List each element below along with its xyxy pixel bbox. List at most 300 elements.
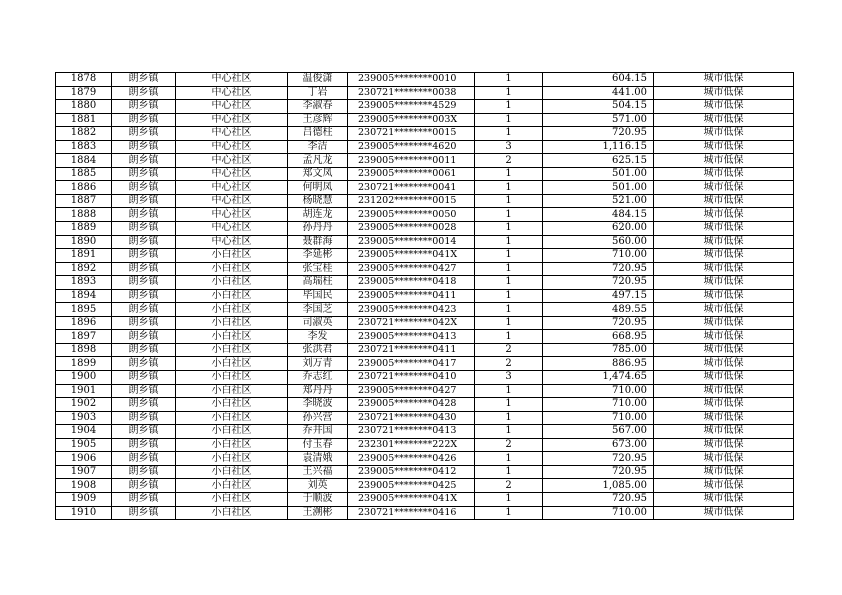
id-number-cell: 239005********0050 (348, 208, 475, 222)
town-cell: 朗乡镇 (112, 181, 176, 195)
town-cell: 朗乡镇 (112, 127, 176, 141)
town-cell: 朗乡镇 (112, 438, 176, 452)
assistance-type-cell: 城市低保 (654, 343, 794, 357)
table-row (56, 357, 794, 371)
assistance-type-cell: 城市低保 (654, 249, 794, 263)
id-number-cell: 239005********0028 (348, 222, 475, 236)
town-cell: 朗乡镇 (112, 208, 176, 222)
town-cell: 朗乡镇 (112, 86, 176, 100)
amount-cell: 604.15 (543, 73, 654, 87)
id-number-cell: 239005********0423 (348, 303, 475, 317)
table-row (56, 371, 794, 385)
town-cell: 朗乡镇 (112, 357, 176, 371)
id-number-cell: 239005********041X (348, 249, 475, 263)
assistance-type-cell: 城市低保 (654, 492, 794, 506)
name-cell: 李洁 (288, 140, 348, 154)
id-number-cell: 239005********4529 (348, 100, 475, 114)
table-row (56, 222, 794, 236)
assistance-type-cell: 城市低保 (654, 506, 794, 520)
amount-cell: 497.15 (543, 289, 654, 303)
table-row (56, 303, 794, 317)
assistance-type-cell: 城市低保 (654, 411, 794, 425)
amount-cell: 720.95 (543, 276, 654, 290)
amount-cell: 620.00 (543, 222, 654, 236)
id-number-cell: 239005********0061 (348, 167, 475, 181)
row-number-cell: 1895 (56, 303, 112, 317)
assistance-type-cell: 城市低保 (654, 452, 794, 466)
name-cell: 王彦辉 (288, 113, 348, 127)
row-number-cell: 1889 (56, 222, 112, 236)
table-row (56, 194, 794, 208)
community-cell: 中心社区 (176, 127, 288, 141)
id-number-cell: 239005********4620 (348, 140, 475, 154)
amount-cell: 1,116.15 (543, 140, 654, 154)
id-number-cell: 239005********0427 (348, 262, 475, 276)
name-cell: 郑文凤 (288, 167, 348, 181)
id-number-cell: 230721********0416 (348, 506, 475, 520)
id-number-cell: 239005********0010 (348, 73, 475, 87)
household-size-cell: 1 (475, 222, 543, 236)
amount-cell: 489.55 (543, 303, 654, 317)
amount-cell: 720.95 (543, 452, 654, 466)
town-cell: 朗乡镇 (112, 452, 176, 466)
household-size-cell: 1 (475, 492, 543, 506)
assistance-type-cell: 城市低保 (654, 194, 794, 208)
row-number-cell: 1878 (56, 73, 112, 87)
name-cell: 刘英 (288, 479, 348, 493)
community-cell: 小白社区 (176, 316, 288, 330)
community-cell: 小白社区 (176, 330, 288, 344)
row-number-cell: 1906 (56, 452, 112, 466)
household-size-cell: 1 (475, 113, 543, 127)
row-number-cell: 1887 (56, 194, 112, 208)
table-row (56, 452, 794, 466)
household-size-cell: 1 (475, 398, 543, 412)
town-cell: 朗乡镇 (112, 194, 176, 208)
amount-cell: 625.15 (543, 154, 654, 168)
town-cell: 朗乡镇 (112, 330, 176, 344)
row-number-cell: 1881 (56, 113, 112, 127)
assistance-type-cell: 城市低保 (654, 167, 794, 181)
name-cell: 乔井国 (288, 425, 348, 439)
household-size-cell: 1 (475, 425, 543, 439)
assistance-type-cell: 城市低保 (654, 235, 794, 249)
community-cell: 中心社区 (176, 194, 288, 208)
town-cell: 朗乡镇 (112, 140, 176, 154)
row-number-cell: 1902 (56, 398, 112, 412)
table-row (56, 506, 794, 520)
community-cell: 小白社区 (176, 438, 288, 452)
name-cell: 杨晓慧 (288, 194, 348, 208)
household-size-cell: 1 (475, 276, 543, 290)
assistance-type-cell: 城市低保 (654, 316, 794, 330)
town-cell: 朗乡镇 (112, 506, 176, 520)
name-cell: 张宝桂 (288, 262, 348, 276)
community-cell: 中心社区 (176, 167, 288, 181)
spreadsheet-page (55, 72, 793, 520)
household-size-cell: 1 (475, 452, 543, 466)
amount-cell: 571.00 (543, 113, 654, 127)
amount-cell: 710.00 (543, 398, 654, 412)
town-cell: 朗乡镇 (112, 100, 176, 114)
community-cell: 小白社区 (176, 479, 288, 493)
town-cell: 朗乡镇 (112, 425, 176, 439)
household-size-cell: 1 (475, 208, 543, 222)
name-cell: 孙兴营 (288, 411, 348, 425)
id-number-cell: 230721********0015 (348, 127, 475, 141)
table-row (56, 343, 794, 357)
town-cell: 朗乡镇 (112, 154, 176, 168)
id-number-cell: 230721********0041 (348, 181, 475, 195)
name-cell: 李国芝 (288, 303, 348, 317)
table-row (56, 479, 794, 493)
community-cell: 中心社区 (176, 73, 288, 87)
name-cell: 胡连龙 (288, 208, 348, 222)
table-row (56, 330, 794, 344)
id-number-cell: 239005********0413 (348, 330, 475, 344)
household-size-cell: 1 (475, 167, 543, 181)
town-cell: 朗乡镇 (112, 398, 176, 412)
id-number-cell: 230721********0413 (348, 425, 475, 439)
name-cell: 付玉春 (288, 438, 348, 452)
name-cell: 高瑞柱 (288, 276, 348, 290)
town-cell: 朗乡镇 (112, 167, 176, 181)
assistance-type-cell: 城市低保 (654, 330, 794, 344)
name-cell: 聂群海 (288, 235, 348, 249)
name-cell: 孟凡龙 (288, 154, 348, 168)
name-cell: 司淑英 (288, 316, 348, 330)
id-number-cell: 230721********0038 (348, 86, 475, 100)
assistance-type-cell: 城市低保 (654, 425, 794, 439)
household-size-cell: 1 (475, 100, 543, 114)
household-size-cell: 2 (475, 357, 543, 371)
assistance-type-cell: 城市低保 (654, 262, 794, 276)
household-size-cell: 1 (475, 330, 543, 344)
assistance-type-cell: 城市低保 (654, 384, 794, 398)
community-cell: 小白社区 (176, 343, 288, 357)
community-cell: 小白社区 (176, 289, 288, 303)
amount-cell: 710.00 (543, 384, 654, 398)
town-cell: 朗乡镇 (112, 492, 176, 506)
name-cell: 毕国民 (288, 289, 348, 303)
assistance-type-cell: 城市低保 (654, 357, 794, 371)
household-size-cell: 1 (475, 249, 543, 263)
id-number-cell: 230721********0410 (348, 371, 475, 385)
amount-cell: 668.95 (543, 330, 654, 344)
community-cell: 中心社区 (176, 208, 288, 222)
household-size-cell: 3 (475, 140, 543, 154)
id-number-cell: 230721********0411 (348, 343, 475, 357)
name-cell: 于顺波 (288, 492, 348, 506)
name-cell: 王兴福 (288, 465, 348, 479)
name-cell: 张洪君 (288, 343, 348, 357)
amount-cell: 785.00 (543, 343, 654, 357)
id-number-cell: 230721********0430 (348, 411, 475, 425)
household-size-cell: 1 (475, 262, 543, 276)
household-size-cell: 2 (475, 154, 543, 168)
row-number-cell: 1890 (56, 235, 112, 249)
row-number-cell: 1883 (56, 140, 112, 154)
household-size-cell: 1 (475, 411, 543, 425)
name-cell: 乔志红 (288, 371, 348, 385)
town-cell: 朗乡镇 (112, 411, 176, 425)
row-number-cell: 1899 (56, 357, 112, 371)
community-cell: 中心社区 (176, 235, 288, 249)
row-number-cell: 1908 (56, 479, 112, 493)
community-cell: 中心社区 (176, 154, 288, 168)
name-cell: 李淑春 (288, 100, 348, 114)
amount-cell: 720.95 (543, 465, 654, 479)
community-cell: 小白社区 (176, 452, 288, 466)
table-row (56, 316, 794, 330)
amount-cell: 501.00 (543, 181, 654, 195)
community-cell: 小白社区 (176, 249, 288, 263)
household-size-cell: 1 (475, 316, 543, 330)
table-row (56, 208, 794, 222)
amount-cell: 720.95 (543, 127, 654, 141)
row-number-cell: 1898 (56, 343, 112, 357)
amount-cell: 521.00 (543, 194, 654, 208)
row-number-cell: 1897 (56, 330, 112, 344)
id-number-cell: 239005********0011 (348, 154, 475, 168)
town-cell: 朗乡镇 (112, 249, 176, 263)
assistance-type-cell: 城市低保 (654, 181, 794, 195)
table-row (56, 425, 794, 439)
row-number-cell: 1903 (56, 411, 112, 425)
community-cell: 中心社区 (176, 181, 288, 195)
assistance-type-cell: 城市低保 (654, 208, 794, 222)
row-number-cell: 1893 (56, 276, 112, 290)
amount-cell: 504.15 (543, 100, 654, 114)
household-size-cell: 1 (475, 235, 543, 249)
row-number-cell: 1900 (56, 371, 112, 385)
table-row (56, 127, 794, 141)
id-number-cell: 239005********0418 (348, 276, 475, 290)
amount-cell: 1,474.65 (543, 371, 654, 385)
household-size-cell: 1 (475, 127, 543, 141)
assistance-type-cell: 城市低保 (654, 276, 794, 290)
row-number-cell: 1905 (56, 438, 112, 452)
community-cell: 小白社区 (176, 276, 288, 290)
community-cell: 小白社区 (176, 411, 288, 425)
community-cell: 中心社区 (176, 140, 288, 154)
name-cell: 李延彬 (288, 249, 348, 263)
table-row (56, 276, 794, 290)
community-cell: 小白社区 (176, 465, 288, 479)
town-cell: 朗乡镇 (112, 343, 176, 357)
town-cell: 朗乡镇 (112, 276, 176, 290)
assistance-type-cell: 城市低保 (654, 465, 794, 479)
household-size-cell: 1 (475, 303, 543, 317)
table-row (56, 86, 794, 100)
assistance-type-cell: 城市低保 (654, 127, 794, 141)
amount-cell: 720.95 (543, 262, 654, 276)
amount-cell: 560.00 (543, 235, 654, 249)
row-number-cell: 1888 (56, 208, 112, 222)
community-cell: 中心社区 (176, 86, 288, 100)
name-cell: 郑丹丹 (288, 384, 348, 398)
community-cell: 小白社区 (176, 384, 288, 398)
row-number-cell: 1879 (56, 86, 112, 100)
table-row (56, 73, 794, 87)
assistance-type-cell: 城市低保 (654, 100, 794, 114)
household-size-cell: 3 (475, 371, 543, 385)
household-size-cell: 1 (475, 86, 543, 100)
row-number-cell: 1904 (56, 425, 112, 439)
id-number-cell: 231202********0015 (348, 194, 475, 208)
table-row (56, 113, 794, 127)
name-cell: 李晓波 (288, 398, 348, 412)
assistance-type-cell: 城市低保 (654, 289, 794, 303)
id-number-cell: 239005********0425 (348, 479, 475, 493)
table-row (56, 249, 794, 263)
id-number-cell: 239005********0412 (348, 465, 475, 479)
assistance-type-cell: 城市低保 (654, 154, 794, 168)
id-number-cell: 239005********0417 (348, 357, 475, 371)
row-number-cell: 1896 (56, 316, 112, 330)
row-number-cell: 1909 (56, 492, 112, 506)
row-number-cell: 1907 (56, 465, 112, 479)
assistance-type-cell: 城市低保 (654, 222, 794, 236)
table-row (56, 492, 794, 506)
id-number-cell: 232301********222X (348, 438, 475, 452)
community-cell: 小白社区 (176, 262, 288, 276)
row-number-cell: 1884 (56, 154, 112, 168)
id-number-cell: 239005********0426 (348, 452, 475, 466)
id-number-cell: 239005********0428 (348, 398, 475, 412)
household-size-cell: 1 (475, 506, 543, 520)
amount-cell: 720.95 (543, 492, 654, 506)
name-cell: 李发 (288, 330, 348, 344)
town-cell: 朗乡镇 (112, 384, 176, 398)
id-number-cell: 239005********0014 (348, 235, 475, 249)
table-row (56, 100, 794, 114)
row-number-cell: 1891 (56, 249, 112, 263)
name-cell: 刘万青 (288, 357, 348, 371)
amount-cell: 720.95 (543, 316, 654, 330)
table-body (56, 73, 794, 520)
community-cell: 中心社区 (176, 222, 288, 236)
household-size-cell: 1 (475, 73, 543, 87)
town-cell: 朗乡镇 (112, 371, 176, 385)
name-cell: 孙丹丹 (288, 222, 348, 236)
amount-cell: 886.95 (543, 357, 654, 371)
household-size-cell: 2 (475, 479, 543, 493)
amount-cell: 1,085.00 (543, 479, 654, 493)
town-cell: 朗乡镇 (112, 262, 176, 276)
amount-cell: 710.00 (543, 249, 654, 263)
community-cell: 中心社区 (176, 113, 288, 127)
town-cell: 朗乡镇 (112, 303, 176, 317)
town-cell: 朗乡镇 (112, 316, 176, 330)
community-cell: 小白社区 (176, 425, 288, 439)
town-cell: 朗乡镇 (112, 465, 176, 479)
assistance-type-cell: 城市低保 (654, 73, 794, 87)
town-cell: 朗乡镇 (112, 289, 176, 303)
community-cell: 小白社区 (176, 506, 288, 520)
community-cell: 小白社区 (176, 371, 288, 385)
community-cell: 小白社区 (176, 303, 288, 317)
name-cell: 何明凤 (288, 181, 348, 195)
id-number-cell: 230721********042X (348, 316, 475, 330)
name-cell: 丁岩 (288, 86, 348, 100)
household-size-cell: 1 (475, 289, 543, 303)
table-row (56, 154, 794, 168)
row-number-cell: 1886 (56, 181, 112, 195)
table-row (56, 465, 794, 479)
name-cell: 温俊潇 (288, 73, 348, 87)
household-size-cell: 2 (475, 343, 543, 357)
table-row (56, 262, 794, 276)
row-number-cell: 1880 (56, 100, 112, 114)
id-number-cell: 239005********041X (348, 492, 475, 506)
row-number-cell: 1882 (56, 127, 112, 141)
town-cell: 朗乡镇 (112, 235, 176, 249)
household-size-cell: 2 (475, 438, 543, 452)
town-cell: 朗乡镇 (112, 113, 176, 127)
assistance-type-cell: 城市低保 (654, 140, 794, 154)
table-row (56, 181, 794, 195)
welfare-table (55, 72, 794, 520)
amount-cell: 441.00 (543, 86, 654, 100)
household-size-cell: 1 (475, 194, 543, 208)
household-size-cell: 1 (475, 384, 543, 398)
amount-cell: 501.00 (543, 167, 654, 181)
row-number-cell: 1910 (56, 506, 112, 520)
town-cell: 朗乡镇 (112, 73, 176, 87)
row-number-cell: 1894 (56, 289, 112, 303)
table-row (56, 411, 794, 425)
community-cell: 中心社区 (176, 100, 288, 114)
assistance-type-cell: 城市低保 (654, 479, 794, 493)
assistance-type-cell: 城市低保 (654, 371, 794, 385)
amount-cell: 710.00 (543, 506, 654, 520)
amount-cell: 484.15 (543, 208, 654, 222)
assistance-type-cell: 城市低保 (654, 438, 794, 452)
amount-cell: 567.00 (543, 425, 654, 439)
amount-cell: 673.00 (543, 438, 654, 452)
table-row (56, 140, 794, 154)
row-number-cell: 1901 (56, 384, 112, 398)
id-number-cell: 239005********0427 (348, 384, 475, 398)
community-cell: 小白社区 (176, 398, 288, 412)
community-cell: 小白社区 (176, 357, 288, 371)
id-number-cell: 239005********0411 (348, 289, 475, 303)
table-row (56, 167, 794, 181)
household-size-cell: 1 (475, 465, 543, 479)
row-number-cell: 1885 (56, 167, 112, 181)
household-size-cell: 1 (475, 181, 543, 195)
table-row (56, 398, 794, 412)
name-cell: 王溯彬 (288, 506, 348, 520)
row-number-cell: 1892 (56, 262, 112, 276)
table-row (56, 384, 794, 398)
name-cell: 袁清娥 (288, 452, 348, 466)
name-cell: 吕德柱 (288, 127, 348, 141)
id-number-cell: 239005********003X (348, 113, 475, 127)
assistance-type-cell: 城市低保 (654, 303, 794, 317)
town-cell: 朗乡镇 (112, 479, 176, 493)
table-row (56, 289, 794, 303)
assistance-type-cell: 城市低保 (654, 398, 794, 412)
assistance-type-cell: 城市低保 (654, 86, 794, 100)
table-row (56, 235, 794, 249)
community-cell: 小白社区 (176, 492, 288, 506)
town-cell: 朗乡镇 (112, 222, 176, 236)
amount-cell: 710.00 (543, 411, 654, 425)
table-row (56, 438, 794, 452)
assistance-type-cell: 城市低保 (654, 113, 794, 127)
